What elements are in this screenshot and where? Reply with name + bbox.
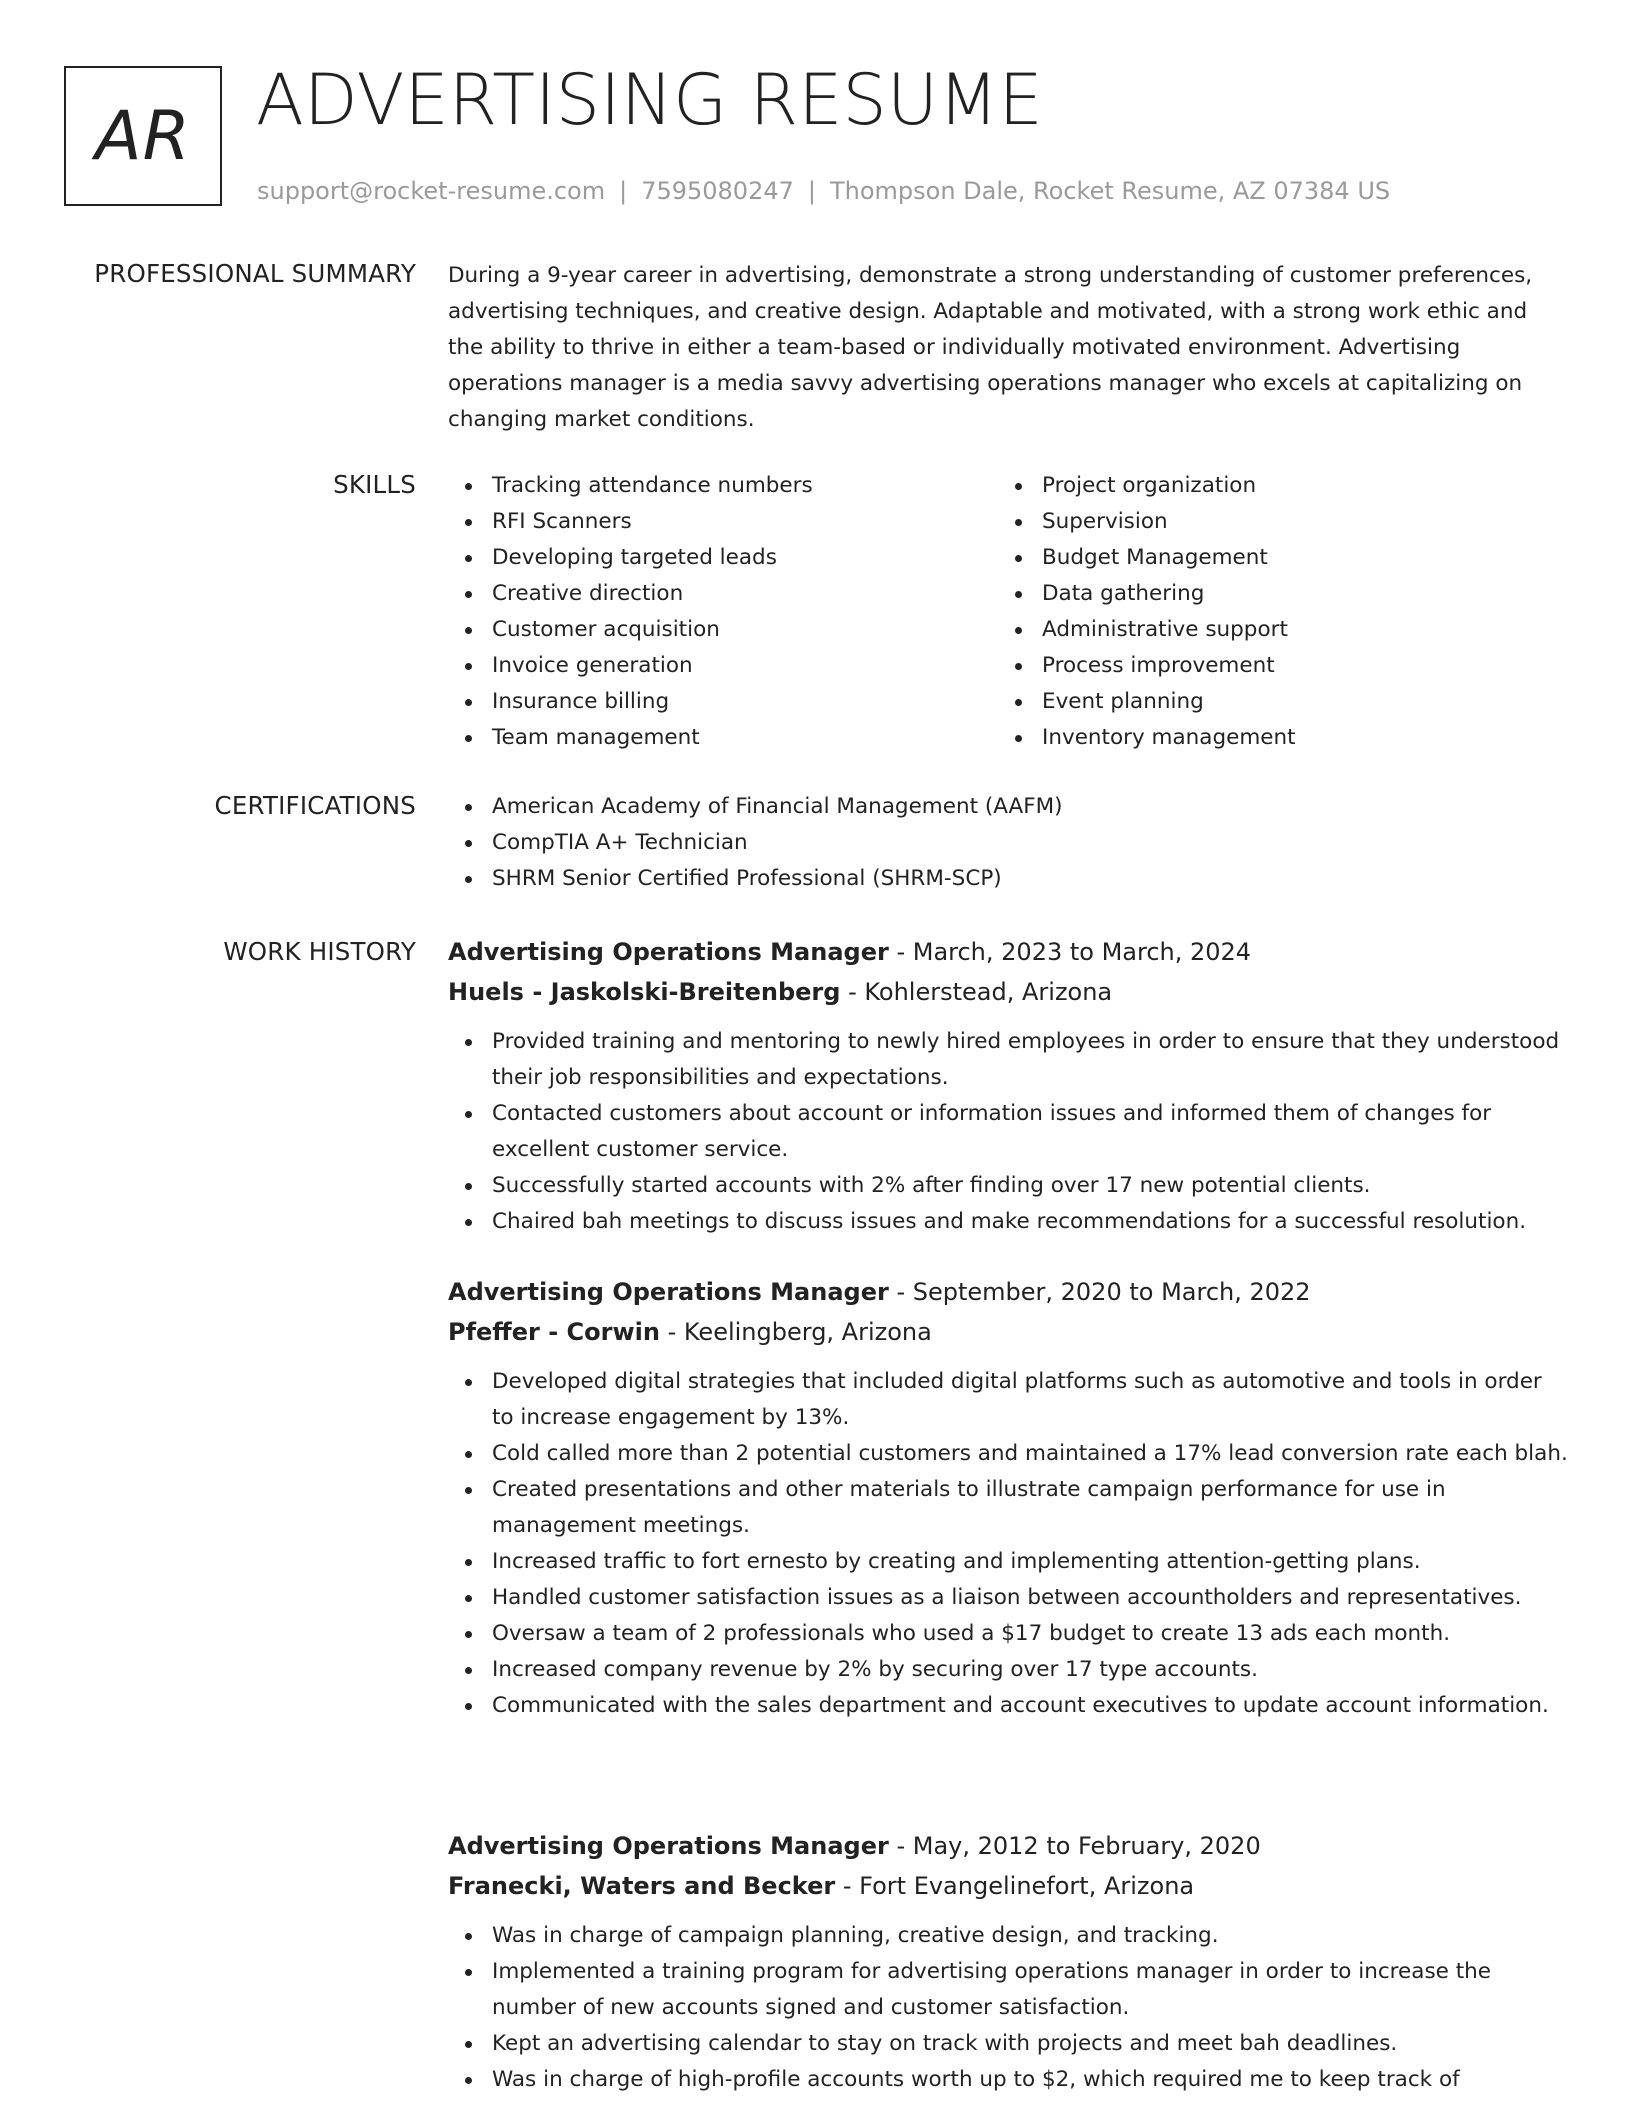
contact-separator: |	[807, 177, 816, 205]
skill-item: Creative direction	[448, 576, 998, 612]
job-entry	[448, 1272, 1568, 1724]
job-title-line	[448, 1272, 1568, 1312]
job-bullet: Implemented a training program for advertising operations manager in order to increase the number of new accounts signed and customer satisfaction.	[448, 1954, 1568, 2026]
summary-section	[448, 258, 1568, 438]
job-bullets	[448, 1364, 1568, 1724]
job-title: Advertising Operations Manager	[448, 938, 889, 966]
skills-section	[448, 468, 1568, 756]
skill-item: Administrative support	[998, 612, 1548, 648]
job-title-line	[448, 932, 1568, 972]
skill-item: Insurance billing	[448, 684, 998, 720]
section-label-certifications: CERTIFICATIONS	[214, 791, 416, 820]
job-company-line	[448, 1312, 1568, 1352]
job-location: - Keelingberg, Arizona	[659, 1318, 932, 1346]
skill-item: Supervision	[998, 504, 1548, 540]
contact-phone[interactable]: 7595080247	[641, 177, 794, 205]
job-bullets	[448, 1024, 1568, 1240]
job-bullet: Chaired bah meetings to discuss issues and make recommendations for a successful resolution.	[448, 1204, 1568, 1240]
skill-item: Inventory management	[998, 720, 1548, 756]
resume-title: ADVERTISING RESUME	[256, 59, 1043, 141]
job-bullet: Oversaw a team of 2 professionals who used a $17 budget to create 13 ads each month.	[448, 1616, 1568, 1652]
skill-item: RFI Scanners	[448, 504, 998, 540]
job-bullet: Handled customer satisfaction issues as a liaison between accountholders and representatives.	[448, 1580, 1568, 1616]
job-company: Franecki, Waters and Becker	[448, 1872, 836, 1900]
job-location: - Fort Evangelinefort, Arizona	[835, 1872, 1195, 1900]
job-bullets	[448, 1918, 1568, 2098]
job-company-line	[448, 972, 1568, 1012]
job-title: Advertising Operations Manager	[448, 1278, 889, 1306]
certifications-section	[448, 789, 1568, 897]
skill-item: Team management	[448, 720, 998, 756]
job-title: Advertising Operations Manager	[448, 1832, 889, 1860]
job-bullet: Provided training and mentoring to newly hired employees in order to ensure that they understood their job responsibilities and expectations.	[448, 1024, 1568, 1096]
job-bullet: Increased traffic to fort ernesto by creating and implementing attention-getting plans.	[448, 1544, 1568, 1580]
job-dates: - May, 2012 to February, 2020	[888, 1832, 1261, 1860]
job-entry	[448, 932, 1568, 1240]
job-dates: - March, 2023 to March, 2024	[888, 938, 1252, 966]
certifications-list	[448, 789, 1568, 897]
skill-item: Customer acquisition	[448, 612, 998, 648]
skills-list-left	[448, 468, 998, 756]
job-company: Pfeffer - Corwin	[448, 1318, 660, 1346]
job-dates: - September, 2020 to March, 2022	[888, 1278, 1311, 1306]
job-bullet: Created presentations and other materials to illustrate campaign performance for use in management meetings.	[448, 1472, 1568, 1544]
skill-item: Data gathering	[998, 576, 1548, 612]
skill-item: Budget Management	[998, 540, 1548, 576]
certification-item: CompTIA A+ Technician	[448, 825, 1568, 861]
skill-item: Event planning	[998, 684, 1548, 720]
skill-item: Project organization	[998, 468, 1548, 504]
job-bullet: Contacted customers about account or information issues and informed them of changes for excellent customer service.	[448, 1096, 1568, 1168]
job-company-line	[448, 1866, 1568, 1906]
job-bullet: Communicated with the sales department and account executives to update account information.	[448, 1688, 1568, 1724]
contact-email[interactable]: support@rocket-resume.com	[257, 177, 606, 205]
contact-line	[257, 174, 1390, 208]
job-bullet: Developed digital strategies that included digital platforms such as automotive and tools in order to increase engagement by 13%.	[448, 1364, 1568, 1436]
certification-item: American Academy of Financial Management (AAFM)	[448, 789, 1568, 825]
job-location: - Kohlerstead, Arizona	[840, 978, 1113, 1006]
contact-address: Thompson Dale, Rocket Resume, AZ 07384 US	[829, 177, 1391, 205]
contact-separator: |	[619, 177, 628, 205]
job-bullet: Kept an advertising calendar to stay on track with projects and meet bah deadlines.	[448, 2026, 1568, 2062]
summary-text: During a 9-year career in advertising, demonstrate a strong understanding of customer preferences, advertising techniques, and creative design. Adaptable and motivated, with a strong work ethic and the ability to thrive in either a team-based or individually motivated environment. Advertising operations manager is a media savvy advertising operations manager who excels at capitalizing on changing market conditions.	[448, 263, 1533, 432]
job-bullet: Was in charge of high-profile accounts worth up to $2, which required me to keep track of	[448, 2062, 1568, 2098]
section-label-skills: SKILLS	[333, 470, 416, 499]
certification-item: SHRM Senior Certified Professional (SHRM-SCP)	[448, 861, 1568, 897]
job-title-line	[448, 1826, 1568, 1866]
job-bullet: Increased company revenue by 2% by securing over 17 type accounts.	[448, 1652, 1568, 1688]
job-bullet: Cold called more than 2 potential customers and maintained a 17% lead conversion rate each blah.	[448, 1436, 1568, 1472]
skill-item: Developing targeted leads	[448, 540, 998, 576]
skills-list-right	[998, 468, 1548, 756]
monogram-badge: AR	[64, 66, 222, 206]
section-label-summary: PROFESSIONAL SUMMARY	[94, 259, 416, 288]
job-entry	[448, 1826, 1568, 2098]
job-bullet: Was in charge of campaign planning, creative design, and tracking.	[448, 1918, 1568, 1954]
skill-item: Invoice generation	[448, 648, 998, 684]
skill-item: Process improvement	[998, 648, 1548, 684]
job-bullet: Successfully started accounts with 2% after finding over 17 new potential clients.	[448, 1168, 1568, 1204]
section-label-work-history: WORK HISTORY	[223, 937, 416, 966]
job-company: Huels - Jaskolski-Breitenberg	[448, 978, 841, 1006]
skill-item: Tracking attendance numbers	[448, 468, 998, 504]
